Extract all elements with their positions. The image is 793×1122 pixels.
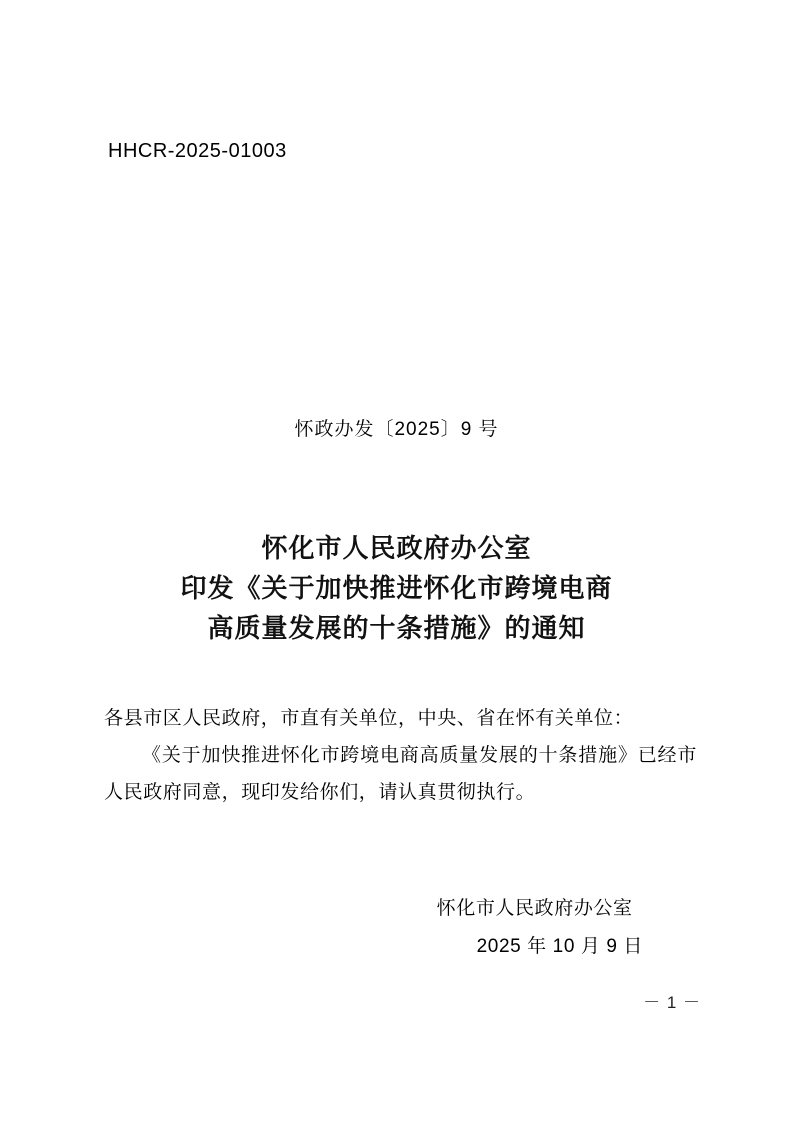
signature-date: 2025 年 10 月 9 日 <box>476 936 643 957</box>
document-code: HHCR-2025-01003 <box>108 140 287 162</box>
title-line-2: 印发《关于加快推进怀化市跨境电商 <box>180 573 613 603</box>
document-title <box>0 528 793 648</box>
signature-block <box>437 890 643 966</box>
document-number: 怀政办发〔2025〕9 号 <box>294 419 499 440</box>
salutation: 各县市区人民政府，市直有关单位，中央、省在怀有关单位： <box>104 708 634 729</box>
title-line-3: 高质量发展的十条措施》的通知 <box>207 613 586 643</box>
body-paragraph: 《关于加快推进怀化市跨境电商高质量发展的十条措施》已经市人民政府同意，现印发给你们，请认真贯彻执行。 <box>104 745 697 803</box>
signature-organization: 怀化市人民政府办公室 <box>436 898 633 919</box>
title-line-1: 怀化市人民政府办公室 <box>261 533 532 563</box>
page-number: － 1 － <box>643 993 701 1012</box>
document-body <box>104 700 697 811</box>
